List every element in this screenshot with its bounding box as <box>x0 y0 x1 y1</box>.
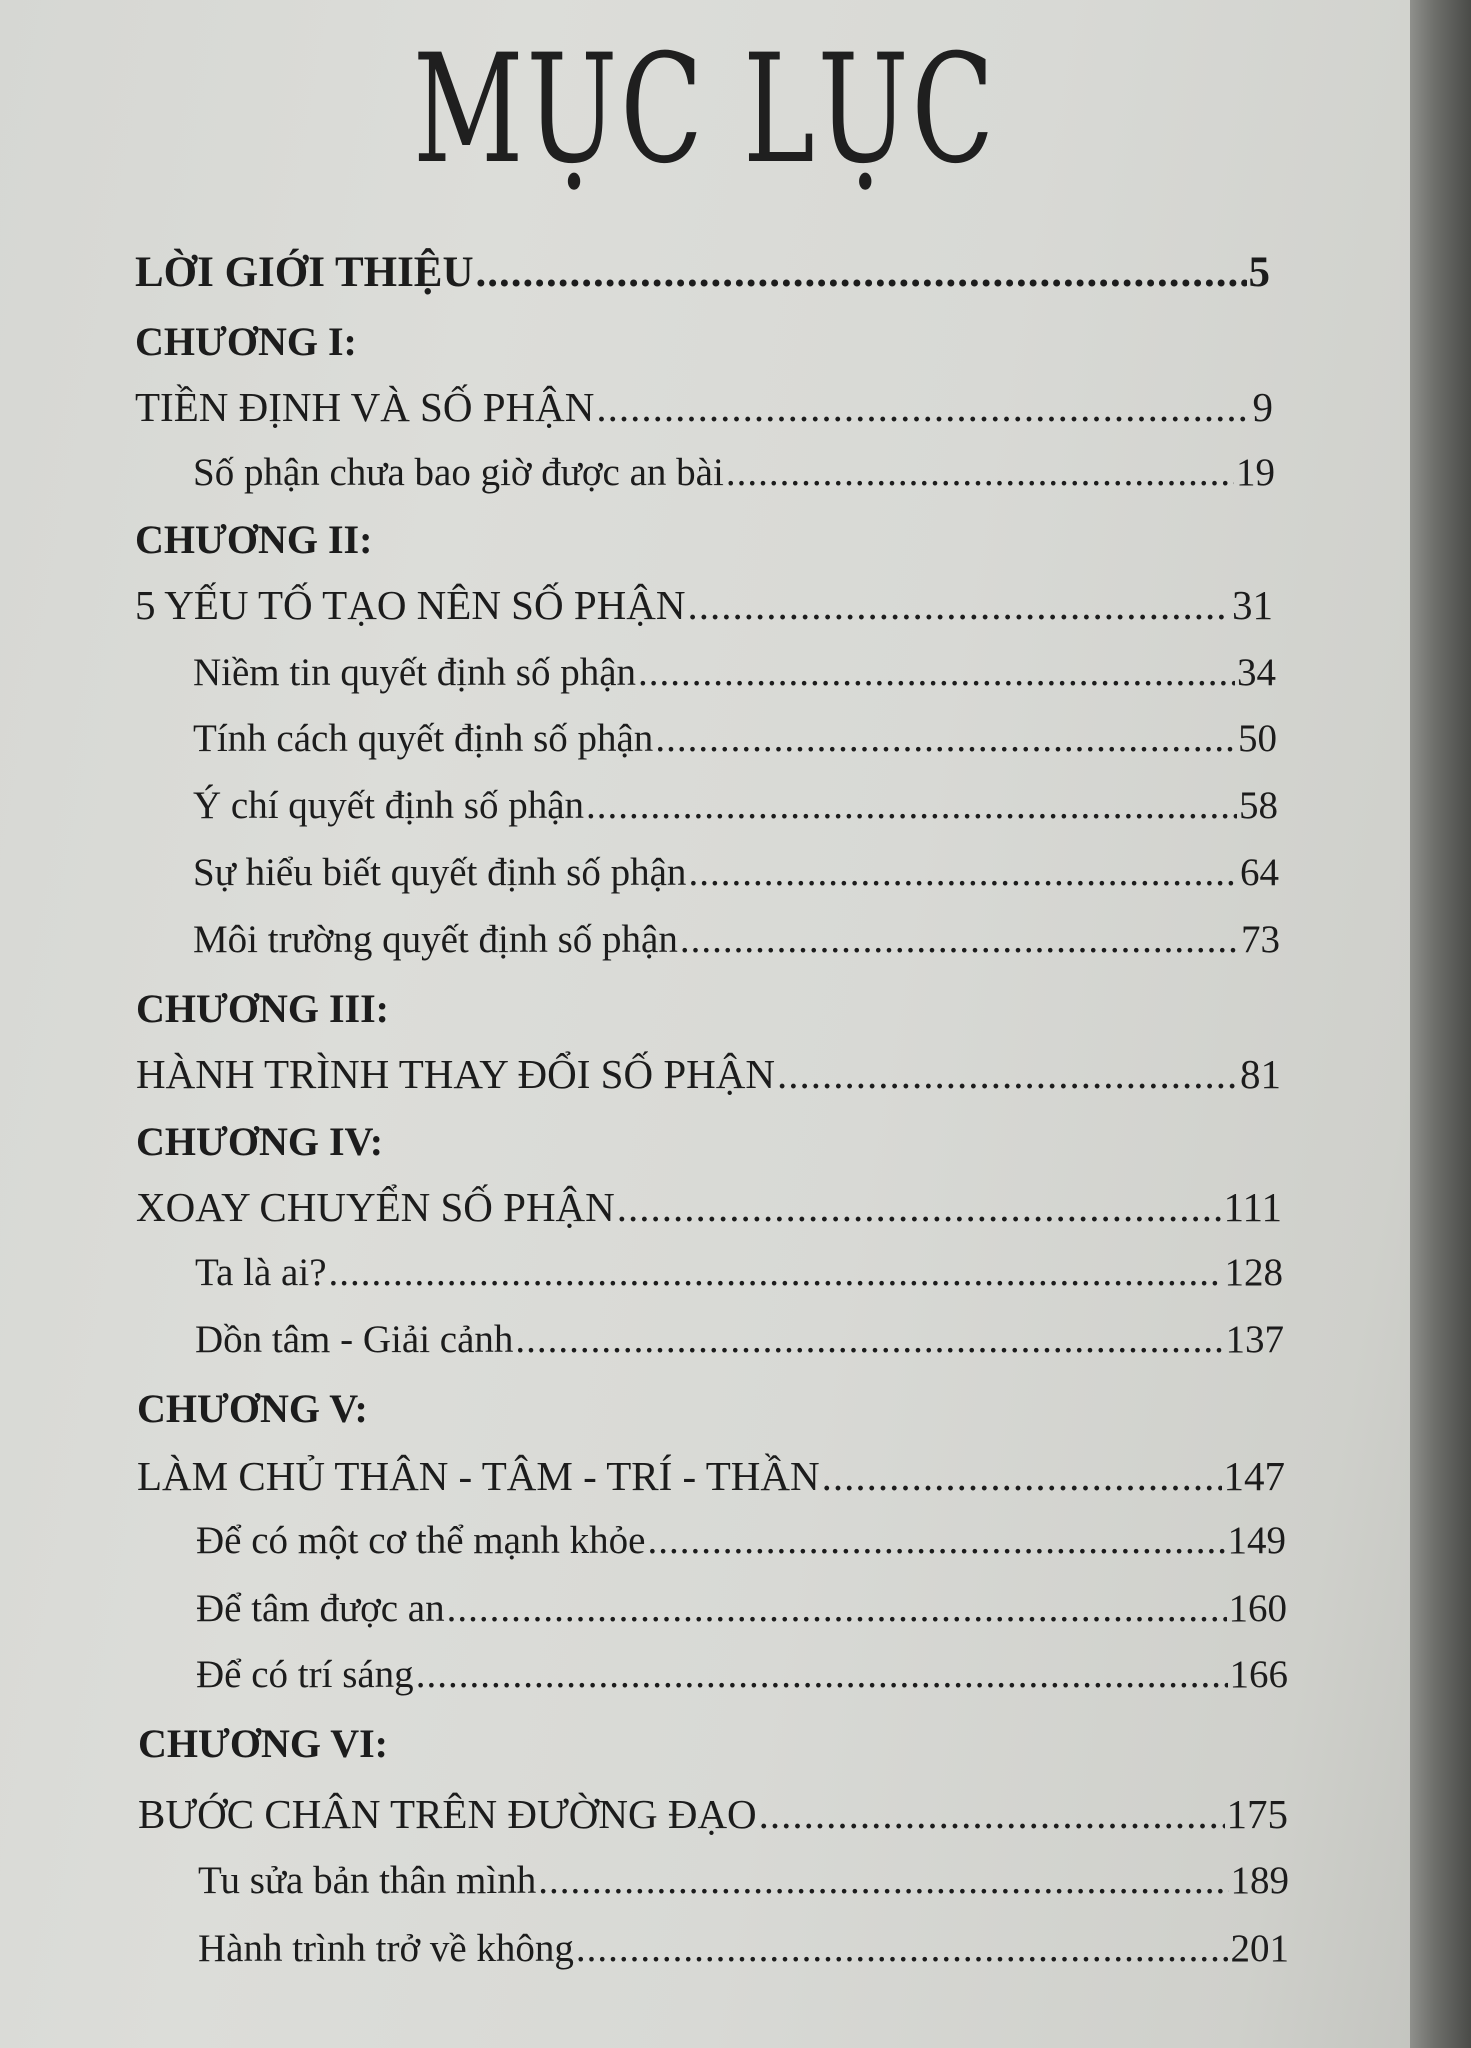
chapter-title: 5 YẾU TỐ TẠO NÊN SỐ PHẬN <box>135 582 686 628</box>
section-row <box>193 850 1279 895</box>
dot-leader <box>476 248 1247 297</box>
chapter-page: 81 <box>1240 1051 1281 1097</box>
section-label: Để có trí sáng <box>196 1653 414 1696</box>
dot-leader <box>648 1518 1226 1563</box>
chapter-title-row <box>137 1452 1285 1500</box>
dot-leader <box>822 1452 1222 1500</box>
toc-intro-page: 5 <box>1248 249 1270 296</box>
chapter-title: BƯỚC CHÂN TRÊN ĐƯỜNG ĐẠO <box>138 1791 757 1837</box>
section-label: Số phận chưa bao giờ được an bài <box>193 451 724 494</box>
section-row <box>195 1317 1284 1362</box>
section-label: Ta là ai? <box>195 1251 327 1294</box>
dot-leader <box>447 1586 1227 1631</box>
chapter-heading: CHƯƠNG III: <box>136 986 389 1031</box>
section-row <box>193 450 1275 495</box>
section-page: 128 <box>1224 1251 1283 1294</box>
section-page: 160 <box>1228 1587 1287 1630</box>
chapter-heading: CHƯƠNG V: <box>137 1386 368 1431</box>
section-label: Tính cách quyết định số phận <box>193 717 654 760</box>
chapter-heading: CHƯƠNG VI: <box>138 1721 388 1766</box>
section-row <box>195 1250 1283 1295</box>
chapter-title-row <box>136 1050 1281 1098</box>
section-row <box>196 1586 1287 1631</box>
section-page: 64 <box>1240 851 1279 894</box>
dot-leader <box>655 716 1236 761</box>
chapter-title-row <box>135 383 1273 431</box>
section-label: Để có một cơ thể mạnh khỏe <box>196 1519 646 1562</box>
dot-leader <box>777 1050 1238 1098</box>
section-row <box>196 1518 1286 1563</box>
chapter-title-row <box>138 1790 1288 1838</box>
chapter-page: 147 <box>1223 1453 1285 1499</box>
chapter-page: 9 <box>1252 384 1273 430</box>
dot-leader <box>416 1652 1228 1697</box>
section-label: Hành trình trở về không <box>198 1927 574 1970</box>
page-title: MỤC LỤC <box>412 23 998 197</box>
section-page: 149 <box>1227 1519 1286 1562</box>
section-row <box>193 783 1278 828</box>
dot-leader <box>586 783 1237 828</box>
chapter-heading: CHƯƠNG I: <box>135 319 357 364</box>
chapter-title: HÀNH TRÌNH THAY ĐỔI SỐ PHẬN <box>136 1051 775 1097</box>
dot-leader <box>538 1858 1228 1903</box>
section-label: Tu sửa bản thân mình <box>198 1859 537 1902</box>
chapter-title: XOAY CHUYỂN SỐ PHẬN <box>136 1184 615 1230</box>
chapter-title-row <box>135 581 1273 629</box>
chapter-heading: CHƯƠNG II: <box>135 517 373 562</box>
section-label: Dồn tâm - Giải cảnh <box>195 1318 514 1361</box>
section-row <box>198 1926 1289 1971</box>
section-row <box>193 716 1277 761</box>
section-page: 58 <box>1239 784 1278 827</box>
dot-leader <box>688 850 1238 895</box>
section-label: Ý chí quyết định số phận <box>193 784 585 827</box>
section-page: 34 <box>1237 651 1276 694</box>
chapter-page: 175 <box>1226 1791 1288 1837</box>
chapter-page: 111 <box>1223 1184 1282 1230</box>
section-row <box>193 650 1276 695</box>
book-spine-shadow <box>1410 0 1471 2048</box>
section-row <box>196 1652 1288 1697</box>
section-label: Môi trường quyết định số phận <box>193 918 678 961</box>
dot-leader <box>680 917 1239 962</box>
chapter-page: 31 <box>1232 582 1273 628</box>
section-row <box>198 1858 1289 1903</box>
chapter-title: LÀM CHỦ THÂN - TÂM - TRÍ - THẦN <box>137 1453 820 1499</box>
dot-leader <box>576 1926 1229 1971</box>
section-page: 50 <box>1238 717 1277 760</box>
section-label: Để tâm được an <box>196 1587 445 1630</box>
section-page: 189 <box>1230 1859 1289 1902</box>
section-page: 201 <box>1230 1927 1289 1970</box>
dot-leader <box>515 1317 1223 1362</box>
section-page: 73 <box>1241 918 1280 961</box>
section-row <box>193 917 1280 962</box>
toc-intro-row <box>135 248 1270 297</box>
dot-leader <box>726 450 1234 495</box>
section-label: Sự hiểu biết quyết định số phận <box>193 851 687 894</box>
section-label: Niềm tin quyết định số phận <box>193 651 637 694</box>
dot-leader <box>596 383 1250 431</box>
section-page: 19 <box>1236 451 1275 494</box>
chapter-title-row <box>136 1183 1282 1231</box>
dot-leader <box>638 650 1235 695</box>
dot-leader <box>759 1790 1225 1838</box>
chapter-title: TIỀN ĐỊNH VÀ SỐ PHẬN <box>135 384 595 430</box>
dot-leader <box>687 581 1230 629</box>
dot-leader <box>329 1250 1223 1295</box>
chapter-heading: CHƯƠNG IV: <box>136 1119 384 1164</box>
section-page: 166 <box>1229 1653 1288 1696</box>
toc-intro-label: LỜI GIỚI THIỆU <box>135 249 474 296</box>
section-page: 137 <box>1225 1318 1284 1361</box>
dot-leader <box>617 1183 1222 1231</box>
